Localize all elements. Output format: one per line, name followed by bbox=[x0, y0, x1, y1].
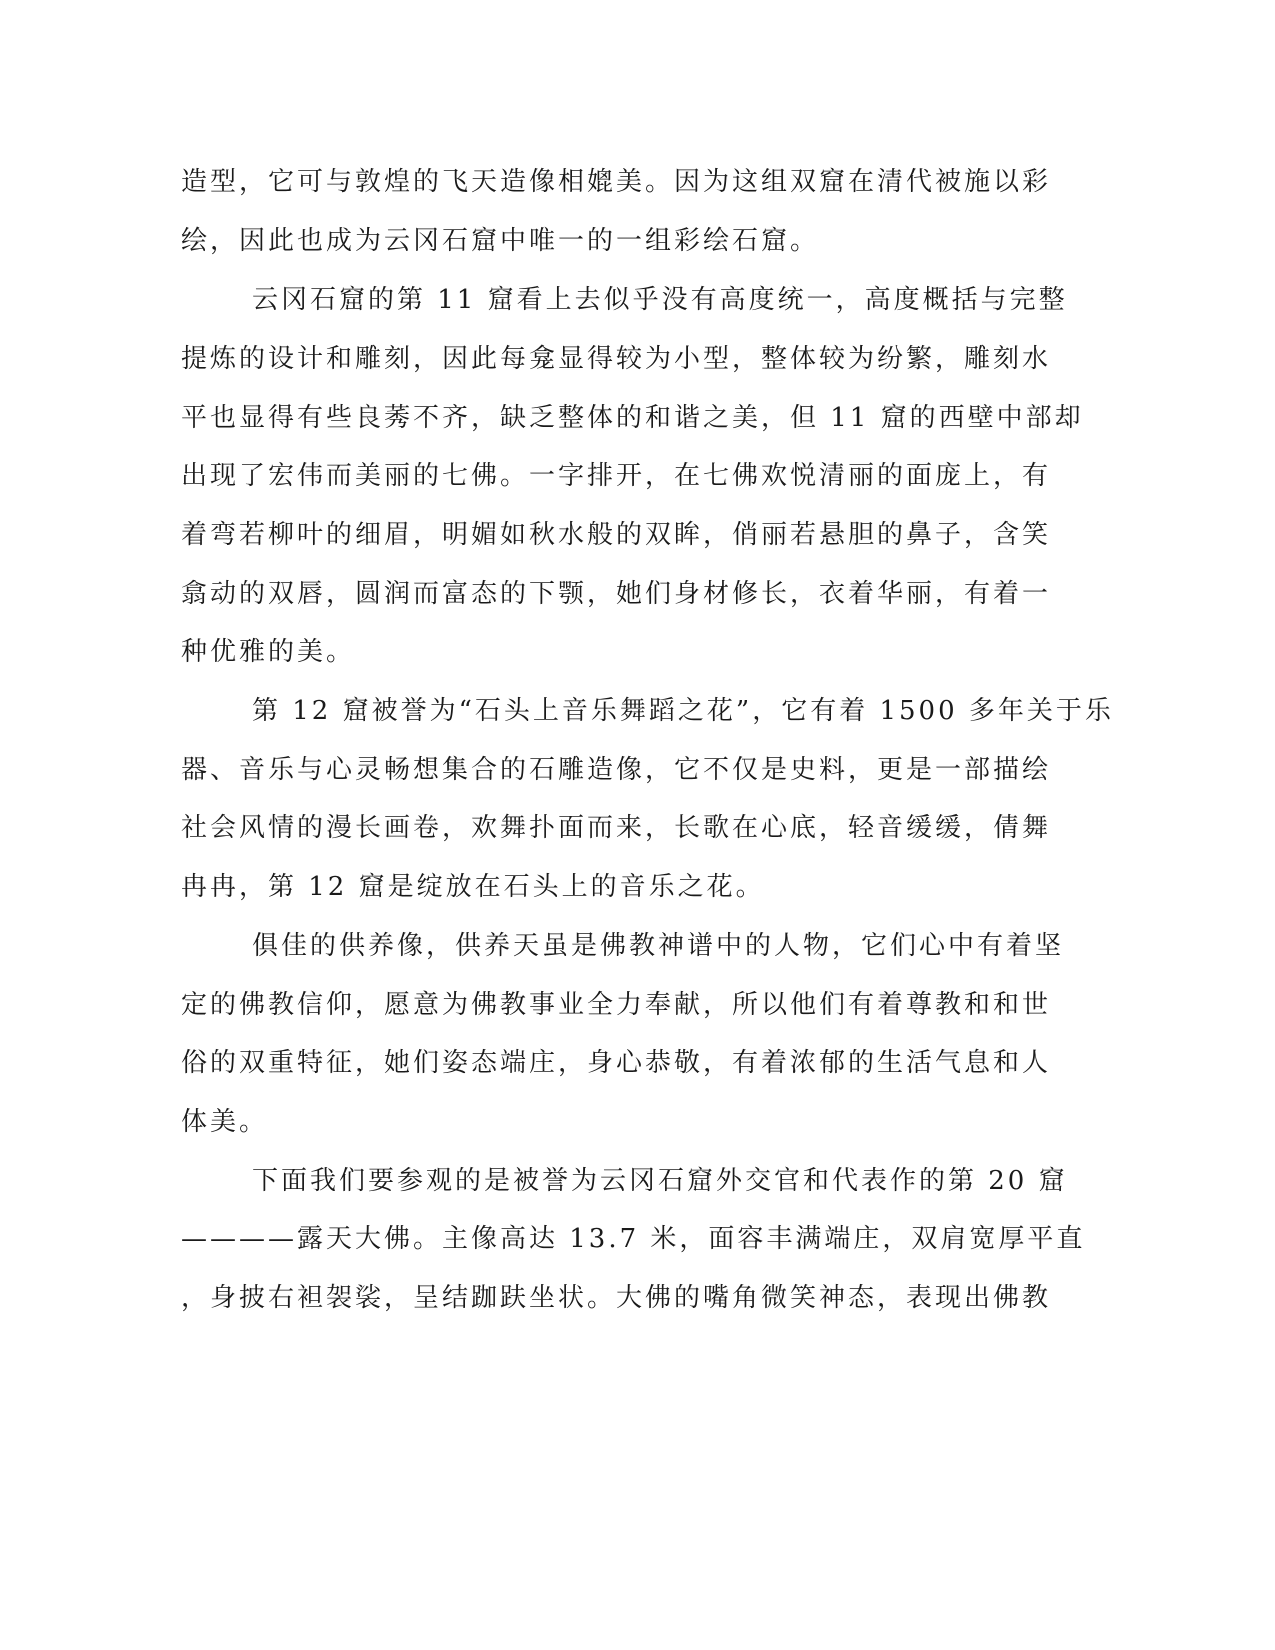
paragraph-start-line: 俱佳的供养像，供养天虽是佛教神谱中的人物，它们心中有着坚 bbox=[252, 931, 1065, 961]
text-line: 器、音乐与心灵畅想集合的石雕造像，它不仅是史料，更是一部描绘 bbox=[181, 755, 1052, 785]
text-line: 体美。 bbox=[181, 1107, 269, 1137]
paragraph-start-line: 下面我们要参观的是被誉为云冈石窟外交官和代表作的第 20 窟 bbox=[252, 1166, 1068, 1196]
text-line: 着弯若柳叶的细眉，明媚如秋水般的双眸，俏丽若悬胆的鼻子，含笑 bbox=[181, 520, 1052, 550]
text-line: 翕动的双唇，圆润而富态的下颚，她们身材修长，衣着华丽，有着一 bbox=[181, 579, 1052, 609]
paragraph-start-line: 云冈石窟的第 11 窟看上去似乎没有高度统一，高度概括与完整 bbox=[252, 285, 1068, 315]
text-line: ————露天大佛。主像高达 13.7 米，面容丰满端庄，双肩宽厚平直 bbox=[181, 1224, 1086, 1254]
text-line: 平也显得有些良莠不齐，缺乏整体的和谐之美，但 11 窟的西壁中部却 bbox=[181, 403, 1084, 433]
text-line: 定的佛教信仰，愿意为佛教事业全力奉献，所以他们有着尊教和和世 bbox=[181, 990, 1052, 1020]
text-line: 提炼的设计和雕刻，因此每龛显得较为小型，整体较为纷繁，雕刻水 bbox=[181, 344, 1052, 374]
text-line: 冉冉，第 12 窟是绽放在石头上的音乐之花。 bbox=[181, 872, 765, 902]
paragraph-start-line: 第 12 窟被誉为“石头上音乐舞蹈之花”，它有着 1500 多年关于乐 bbox=[252, 696, 1114, 726]
text-line: 绘，因此也成为云冈石窟中唯一的一组彩绘石窟。 bbox=[181, 226, 820, 256]
text-line: 出现了宏伟而美丽的七佛。一字排开，在七佛欢悦清丽的面庞上，有 bbox=[181, 461, 1052, 491]
text-line: 造型，它可与敦煌的飞天造像相媲美。因为这组双窟在清代被施以彩 bbox=[181, 167, 1052, 197]
text-line: ，身披右袒袈裟，呈结跏趺坐状。大佛的嘴角微笑神态，表现出佛教 bbox=[181, 1283, 1052, 1313]
text-line: 社会风情的漫长画卷，欢舞扑面而来，长歌在心底，轻音缓缓，倩舞 bbox=[181, 813, 1052, 843]
text-line: 俗的双重特征，她们姿态端庄，身心恭敬，有着浓郁的生活气息和人 bbox=[181, 1048, 1052, 1078]
text-line: 种优雅的美。 bbox=[181, 637, 356, 667]
